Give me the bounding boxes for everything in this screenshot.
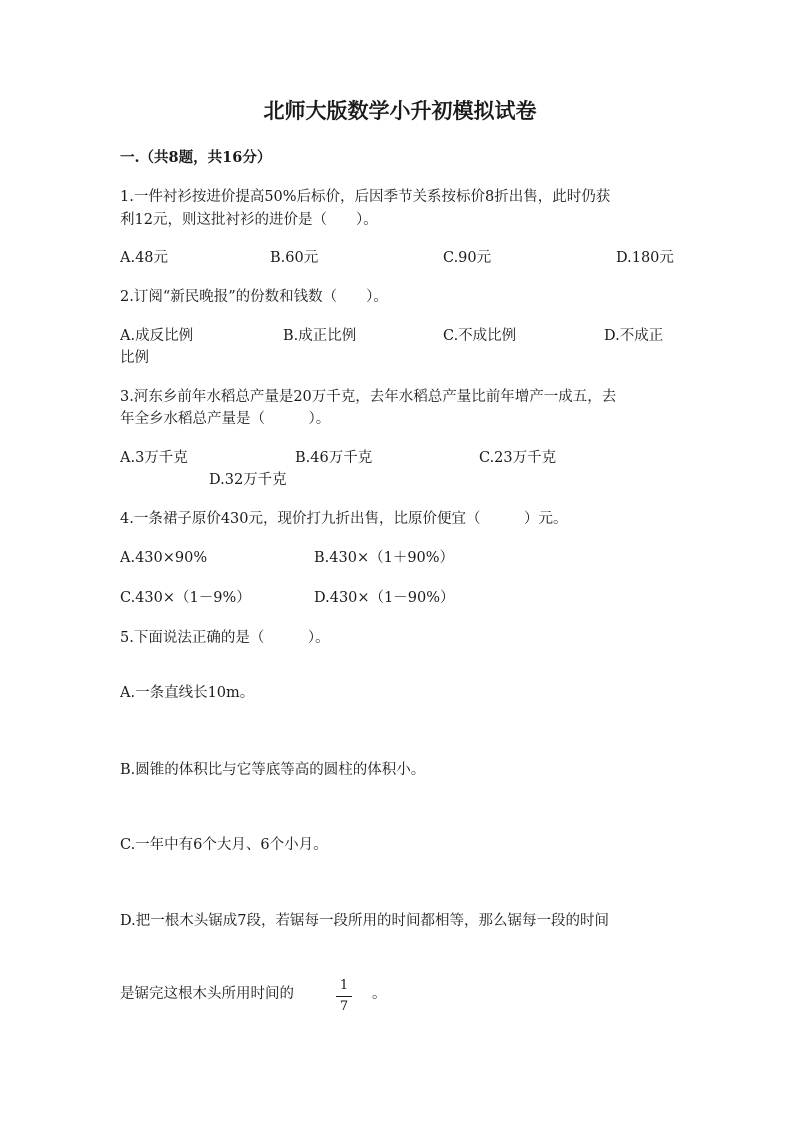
- question-3-line-1: 3.河东乡前年水稻总产量是20万千克，去年水稻总产量比前年增产一成五，去: [120, 389, 617, 405]
- question-1-line-2: 利12元，则这批衬衫的进价是（ ）。: [120, 212, 378, 228]
- page-title: 北师大版数学小升初模拟试卷: [263, 98, 537, 123]
- question-4-option-d: D.430×（1－90%）: [314, 590, 455, 606]
- question-5-option-d: D.把一根木头锯成7段，若锯每一段所用的时间都相等，那么锯每一段的时间: [120, 913, 609, 929]
- question-1-line-1: 1.一件衬衫按进价提高50%后标价，后因季节关系按标价8折出售，此时仍获: [120, 189, 611, 205]
- fraction-denominator: 7: [339, 999, 349, 1014]
- question-5-option-d-wrap: 是锯完这根木头所用时间的: [120, 986, 294, 1002]
- question-5-option-b: B.圆锥的体积比与它等底等高的圆柱的体积小。: [120, 762, 426, 778]
- question-5-option-d-end: 。: [372, 986, 387, 1002]
- question-3-option-d: D.32万千克: [209, 472, 287, 488]
- fraction-numerator: 1: [339, 978, 349, 993]
- question-2-option-d: D.不成正: [604, 328, 664, 344]
- section-heading: 一.（共8题，共16分）: [120, 149, 272, 166]
- question-4-option-c: C.430×（1－9%）: [120, 590, 251, 606]
- fraction-one-seventh: [336, 978, 352, 1015]
- question-4-line-1: 4.一条裙子原价430元，现价打九折出售，比原价便宜（ ）元。: [120, 511, 568, 527]
- fraction-bar: [336, 996, 352, 997]
- question-1-option-b: B.60元: [270, 250, 319, 266]
- question-2-option-c: C.不成比例: [443, 328, 517, 344]
- question-3-option-c: C.23万千克: [479, 450, 557, 466]
- question-4-option-a: A.430×90%: [120, 550, 208, 566]
- question-3-option-b: B.46万千克: [295, 450, 373, 466]
- question-3-option-a: A.3万千克: [120, 450, 188, 466]
- question-3-line-2: 年全乡水稻总产量是（ ）。: [120, 411, 331, 427]
- question-1-option-a: A.48元: [120, 250, 169, 266]
- question-2-option-a: A.成反比例: [120, 328, 194, 344]
- question-1-option-d: D.180元: [616, 250, 674, 266]
- question-2-line-1: 2.订阅“新民晚报”的份数和钱数（ ）。: [120, 289, 388, 305]
- question-5-line-1: 5.下面说法正确的是（ ）。: [120, 630, 330, 646]
- question-4-option-b: B.430×（1＋90%）: [314, 550, 455, 566]
- question-5-option-c: C.一年中有6个大月、6个小月。: [120, 837, 328, 853]
- question-5-option-a: A.一条直线长10m。: [120, 685, 255, 701]
- question-2-option-d-wrap: 比例: [120, 350, 149, 366]
- question-2-option-b: B.成正比例: [283, 328, 357, 344]
- question-1-option-c: C.90元: [443, 250, 492, 266]
